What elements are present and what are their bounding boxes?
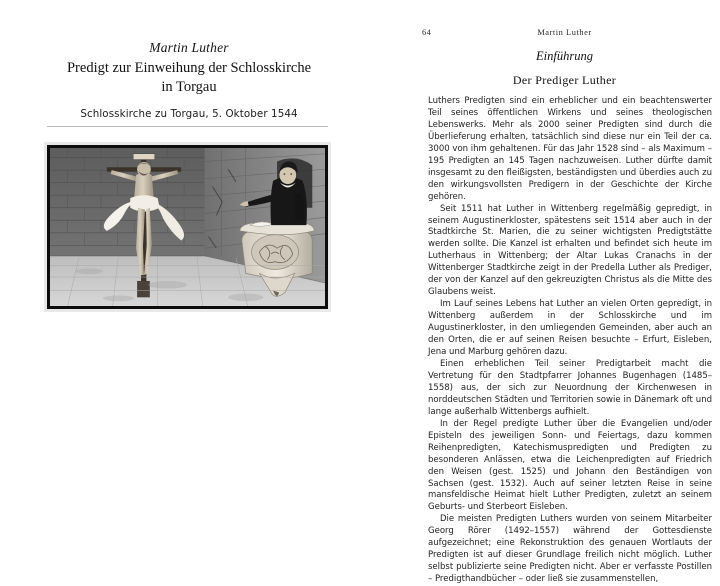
work-title — [34, 59, 344, 97]
running-title: Martin Luther — [537, 28, 592, 37]
body-text-column — [428, 96, 712, 586]
running-head — [422, 28, 707, 42]
body-paragraph: Seit 1511 hat Luther in Wittenberg regelmäßig gepredigt, in seinem Augustinerkloster, spätestens seit 1514 aber auch in der Stadtkirche St. Marien, die zu seiner wichtigsten Predigtstätte werden sollte. Die Kanzel ist erhalten und befindet sich heute im Lutherhaus in Wittenberg; der Altar Lukas Cranachs in der Wittenberger Stadtkirche zeigt in der Predella Luther als Prediger, der von der Kanzel auf den gekreuzigten Christus als die Mitte des Glaubens weist. — [428, 203, 712, 298]
page-number: 64 — [422, 28, 432, 37]
author-name: Martin Luther — [149, 40, 229, 55]
left-page — [0, 0, 380, 541]
illustration-frame — [47, 145, 328, 309]
occasion-line: Schlosskirche zu Torgau, 5. Oktober 1544 — [80, 107, 298, 120]
body-paragraph: Einen erheblichen Teil seiner Predigtarbeit macht die Vertretung für den Stadtpfarrer Johannes Bugenhagen (1485–1558) aus, der sich zur Neuordnung der Kirchenwesen in norddeutschen Städten und Territorien sowie in Dänemark oft und lange außerhalb Wittenbergs aufhielt. — [428, 358, 712, 417]
title-divider-rule — [47, 126, 328, 127]
body-paragraph: Luthers Predigten sind ein erheblicher und ein beachtenswerter Teil seines öffentlichen Wirkens und seines theologischen Lebenswerks. Mehr als 2000 seiner Predigten sind durch die Überlieferung erhalten, tatsächlich sind diese nur ein Teil der ca. 3000 von ihm gehaltenen. Für das Jahr 1528 sind – als Maximum – 195 Predigten an 145 Tagen nachzuweisen. Luther dürfte damit insgesamt zu den fleißigsten, beständigsten und überdies auch zu den wirkungsvollsten Predigern in der Geschichte der Kirche gehören. — [428, 96, 712, 202]
work-title-line-1: Predigt zur Einweihung der Schlosskirche — [66, 59, 312, 76]
cranach-predella-image — [50, 148, 325, 306]
work-title-line-2: in Torgau — [161, 78, 217, 95]
body-paragraph: Im Lauf seines Lebens hat Luther an vielen Orten gepredigt, in Wittenberg außerdem in der Schlosskirche und im Augustinerkloster, in den umliegenden Gemeinden, aber auch an den Orten, die er auf seinen Reisen besuchte – Erfurt, Eisleben, Jena und Marburg gehören dazu. — [428, 299, 712, 358]
section-title: Einführung — [536, 49, 593, 63]
illustration-container — [44, 142, 331, 312]
section-subtitle: Der Prediger Luther — [512, 73, 617, 87]
title-block — [34, 40, 344, 120]
body-paragraph: Die meisten Predigten Luthers wurden von seinem Mitarbeiter Georg Rörer (1492–1557) während der Gottesdienste aufgezeichnet; eine Rekonstruktion des genauen Wortlauts der Predigten ist auf dieser Grundlage freilich nicht möglich. Luther selbst publizierte seine Predigten nicht. Aber er verfasste Postillen – Predigthandbücher – oder ließ sie zusammenstellen, — [428, 514, 712, 585]
body-paragraph: In der Regel predigte Luther über die Evangelien und/oder Episteln des jeweiligen Sonn- und Feiertags, dazu kommen Reihenpredigten, Katechismuspredigten und Predigten zu besonderen Anlässen, etwa die Leichenpredigten auf Friedrich den Weisen (gest. 1525) und Johann den Beständigen von Sachsen (gest. 1532). Auch auf seiner letzten Reise in seine mansfeldische Heimat hielt Luther Predigten, zuletzt an seinem Geburts- und Sterbeort Eisleben. — [428, 418, 712, 513]
